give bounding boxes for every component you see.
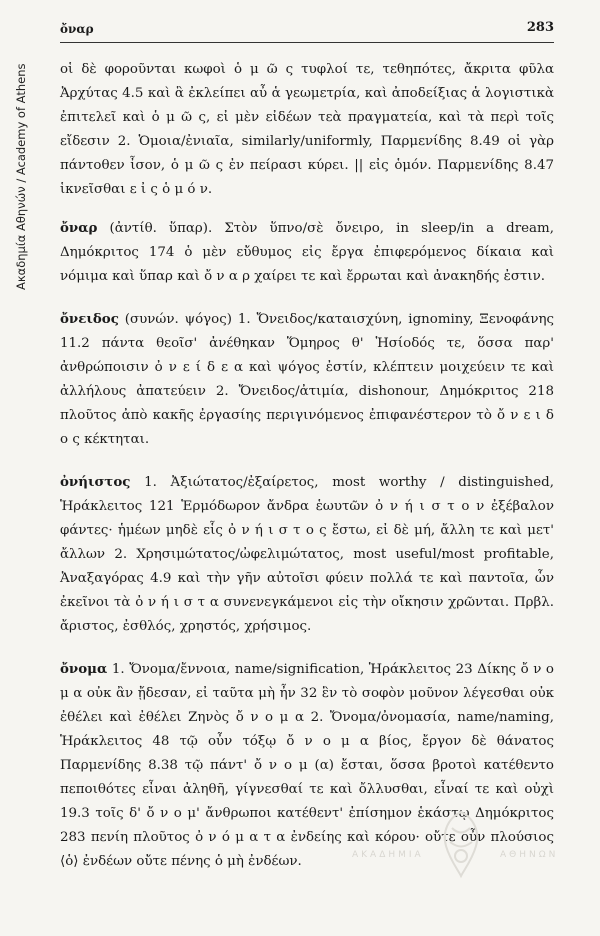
entry-text: 1. Ὄνομα/ἔννοια, name/signification, Ἡράκλειτος 23 Δίκης ὄ ν ο μ α οὐκ ἂν ᾔδεσαν, εἰ ταῦτα μὴ ἦν 32 ἓν τὸ σοφὸν μοῦνον λέγεσθαι οὐκ ἐθέλει καὶ ἐθέλει Ζηνὸς ὄ ν ο μ α 2. Ὄνομα/ὀνομασία, name/naming, Ἡράκλειτος 48 τῷ οὖν τόξῳ ὄ ν ο μ α βίος, ἔργον δὲ θάνατος Παρμενίδης 8.38 τῷ πάντ' ὄ ν ο μ (α) ἔσται, ὅσσα βροτοὶ κατέθεντο πεποιθότες εἶναι ἀληθῆ, γίγνεσθαί τε καὶ ὄλλυσθαι, εἶναί τε καὶ οὐχὶ 19.3 τοῖς δ' ὄ ν ο μ' ἄνθρωποι κατέθεντ' ἐπίσημον ἑκάστῳ Δημόκριτος 283 πενίη πλοῦτος ὀ ν ό μ α τ α ἐνδείης καὶ κόρου· οὔτε οὖν πλούσιος ⟨ὁ⟩ ἐνδέων οὔτε πένης ὁ μὴ ἐνδέων. [60,662,554,869]
watermark-left: ΑΚΑΔΗΜΙΑ [352,850,424,860]
page-header [60,17,554,41]
entry-lemma: ὀνήιστος [60,474,131,490]
running-headword: ὄναρ [60,22,94,36]
dictionary-entry [60,58,554,202]
dictionary-entry [60,216,554,289]
watermark-right: ΑΘΗΝΩΝ [500,850,559,860]
entry-lemma: ὄνομα [60,661,108,677]
archive-side-label: Ακαδημία Αθηνών / Academy of Athens [14,63,28,290]
academy-watermark [340,838,560,868]
entry-text: (συνών. ψόγος) 1. Ὄνειδος/καταισχύνη, ignominy, Ξενοφάνης 11.2 πάντα θεοῖσ' ἀνέθηκαν Ὅμηρος θ' Ἡσίοδός τε, ὅσσα παρ' ἀνθρώποισιν ὀ ν ε ί δ ε α καὶ ψόγος ἐστίν, κλέπτειν μοιχεύειν τε καὶ ἀλλήλους ἀπατεύειν 2. Ὄνειδος/ἀτιμία, dishonour, Δημόκριτος 218 πλοῦτος ἀπὸ κακῆς ἐργασίης περιγινόμενος ἐπιφανέστερον τὸ ὄ ν ε ι δ ο ς κέκτηται. [60,312,554,447]
page-number: 283 [526,20,554,35]
entry-text: 1. Ἀξιώτατος/ἐξαίρετος, most worthy / distinguished, Ἡράκλειτος 121 Ἑρμόδωρον ἄνδρα ἑωυτῶν ὀ ν ή ι σ τ ο ν ἐξέβαλον φάντες· ἡμέων μηδὲ εἷς ὀ ν ή ι σ τ ο ς ἔστω, εἰ δὲ μή, ἄλλη τε καὶ μετ' ἄλλων 2. Χρησιμώτατος/ὠφελιμώτατος, most useful/most profitable, Ἀναξαγόρας 4.9 καὶ τὴν γῆν αὐτοῖσι φύειν πολλά τε καὶ παντοῖα, ὧν ἐκεῖνοι τὰ ὀ ν ή ι σ τ α συνενεγκάμενοι εἰς τὴν οἴκησιν χρῶνται. Πρβλ. ἄριστος, ἐσθλός, χρηστός, χρήσιμος. [60,475,554,634]
dictionary-entry [60,307,554,452]
header-rule [60,42,554,43]
dictionary-body [60,58,554,892]
entry-text: οἱ δὲ φοροῦνται κωφοὶ ὁ μ ῶ ς τυφλοί τε, τεθηπότες, ἄκριτα φῦλα Ἀρχύτας 4.5 καὶ ἃ ἐκλείπει αὖ ἁ γεωμετρία, καὶ ἀποδείξιας ἁ λογιστικὰ ἐπιτελεῖ καὶ ὁ μ ῶ ς, εἰ μὲν εἰδέων τεὰ πραγματεία, καὶ τὰ περὶ τοῖς εἴδεσιν 2. Ὁμοια/ἐνιαῖα, similarly/uniformly, Παρμενίδης 8.49 οἱ γὰρ πάντοθεν ἶσον, ὁ μ ῶ ς ἐν πείρασι κύρει. || εἰς ὁμόν. Παρμενίδης 8.47 ἱκνεῖσθαι ε ἰ ς ὁ μ ό ν. [60,62,554,197]
entry-text: (ἀντίθ. ὕπαρ). Στὸν ὕπνο/σὲ ὄνειρο, in sleep/in a dream, Δημόκριτος 174 ὁ μὲν εὔθυμος εἰς ἔργα ἐπιφερόμενος δίκαια καὶ νόμιμα καὶ ὕπαρ καὶ ὄ ν α ρ χαίρει τε καὶ ἔρρωται καὶ ἀνακηδής ἐστιν. [60,221,554,284]
entry-lemma: ὄναρ [60,220,98,236]
entry-lemma: ὄνειδος [60,311,119,327]
dictionary-entry [60,470,554,639]
